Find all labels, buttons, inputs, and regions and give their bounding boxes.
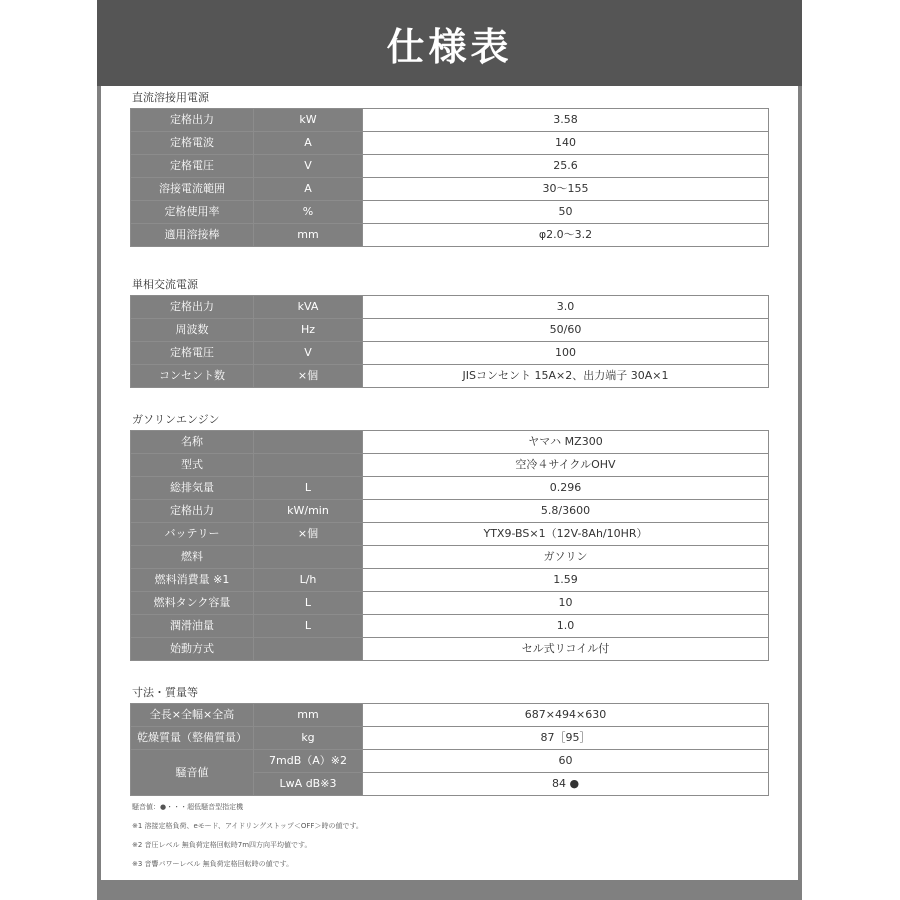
row-value: 1.59 [363, 569, 769, 592]
section-dc-welding [130, 90, 769, 247]
row-value: 140 [363, 132, 769, 155]
footnote: ※3 音響パワーレベル 無負荷定格回転時の値です。 [132, 860, 294, 868]
table-row [131, 201, 769, 224]
row-unit: mm [254, 224, 363, 247]
footnotes [132, 798, 772, 874]
section-title: 単相交流電源 [132, 278, 198, 291]
row-label: 定格出力 [131, 296, 254, 319]
row-label: 定格出力 [131, 109, 254, 132]
row-unit: mm [254, 704, 363, 727]
row-value: φ2.0～3.2 [363, 224, 769, 247]
table-row [131, 178, 769, 201]
row-value: 3.0 [363, 296, 769, 319]
table-row [131, 155, 769, 178]
row-unit: ×個 [254, 365, 363, 388]
noise-value-2: 84 ● [363, 773, 769, 796]
row-value: 10 [363, 592, 769, 615]
row-value: JISコンセント 15A×2、出力端子 30A×1 [363, 365, 769, 388]
row-value: ガソリン [363, 546, 769, 569]
row-value: 3.58 [363, 109, 769, 132]
table-row [131, 592, 769, 615]
row-unit: L [254, 615, 363, 638]
spec-table [130, 430, 769, 661]
table-row [131, 365, 769, 388]
table-row [131, 477, 769, 500]
table-row [131, 615, 769, 638]
row-unit [254, 454, 363, 477]
table-row [131, 704, 769, 727]
table-row [131, 224, 769, 247]
section-title: ガソリンエンジン [132, 413, 220, 426]
row-value: 50/60 [363, 319, 769, 342]
row-value: ヤマハ MZ300 [363, 431, 769, 454]
row-unit: ×個 [254, 523, 363, 546]
row-label: 定格電波 [131, 132, 254, 155]
noise-label: 騒音値 [131, 750, 254, 796]
row-unit: A [254, 178, 363, 201]
section-dimensions [130, 685, 769, 796]
spec-table [130, 703, 769, 796]
row-label: 定格電圧 [131, 342, 254, 365]
footnote: ※1 溶接定格負荷、eモード、アイドリングストップ＜OFF＞時の値です。 [132, 822, 363, 830]
row-unit: V [254, 155, 363, 178]
row-label: 乾燥質量（整備質量） [131, 727, 254, 750]
row-unit: V [254, 342, 363, 365]
table-row [131, 454, 769, 477]
table-row [131, 132, 769, 155]
footnote: 騒音値：●・・・超低騒音型指定機 [132, 803, 244, 811]
row-value: YTX9-BS×1（12V-8Ah/10HR） [363, 523, 769, 546]
row-unit: kW [254, 109, 363, 132]
row-label: 周波数 [131, 319, 254, 342]
row-unit: Hz [254, 319, 363, 342]
row-value: 87［95］ [363, 727, 769, 750]
table-row [131, 431, 769, 454]
row-label: 定格電圧 [131, 155, 254, 178]
row-label: 定格使用率 [131, 201, 254, 224]
row-label: 燃料消費量 ※1 [131, 569, 254, 592]
row-value: 100 [363, 342, 769, 365]
row-label: バッテリー [131, 523, 254, 546]
row-label: 総排気量 [131, 477, 254, 500]
table-row [131, 727, 769, 750]
row-unit [254, 431, 363, 454]
noise-value-1: 60 [363, 750, 769, 773]
row-label: 潤滑油量 [131, 615, 254, 638]
row-value: 25.6 [363, 155, 769, 178]
row-unit: L/h [254, 569, 363, 592]
row-label: 燃料 [131, 546, 254, 569]
table-row [131, 500, 769, 523]
spec-sheet [101, 86, 798, 880]
section-ac-power [130, 277, 769, 388]
spec-panel [97, 0, 802, 900]
table-row [131, 342, 769, 365]
row-label: 型式 [131, 454, 254, 477]
row-label: 燃料タンク容量 [131, 592, 254, 615]
table-row [131, 546, 769, 569]
page-title: 仕様表 [97, 0, 802, 86]
noise-sub-unit-2: LwA dB※3 [254, 773, 363, 796]
row-label: 定格出力 [131, 500, 254, 523]
spec-table [130, 108, 769, 247]
table-row [131, 750, 769, 773]
row-value: 空冷４サイクルOHV [363, 454, 769, 477]
row-label: 始動方式 [131, 638, 254, 661]
table-row [131, 638, 769, 661]
row-label: 全長×全幅×全高 [131, 704, 254, 727]
noise-sub-unit-1: 7mdB（A）※2 [254, 750, 363, 773]
row-unit: kg [254, 727, 363, 750]
row-value: セル式リコイル付 [363, 638, 769, 661]
row-value: 50 [363, 201, 769, 224]
row-unit [254, 546, 363, 569]
row-unit [254, 638, 363, 661]
row-value: 5.8/3600 [363, 500, 769, 523]
footnote: ※2 音圧レベル 無負荷定格回転時7m四方向平均値です。 [132, 841, 312, 849]
row-unit: L [254, 592, 363, 615]
section-gasoline-engine [130, 412, 769, 661]
table-row [131, 523, 769, 546]
row-value: 1.0 [363, 615, 769, 638]
row-unit: kW/min [254, 500, 363, 523]
table-row [131, 109, 769, 132]
table-row [131, 569, 769, 592]
table-row [131, 319, 769, 342]
spec-table [130, 295, 769, 388]
section-title: 直流溶接用電源 [132, 91, 209, 104]
row-unit: L [254, 477, 363, 500]
row-value: 0.296 [363, 477, 769, 500]
row-label: 名称 [131, 431, 254, 454]
row-label: コンセント数 [131, 365, 254, 388]
section-title: 寸法・質量等 [132, 686, 198, 699]
row-label: 適用溶接棒 [131, 224, 254, 247]
table-row [131, 296, 769, 319]
row-unit: A [254, 132, 363, 155]
row-label: 溶接電流範囲 [131, 178, 254, 201]
row-value: 30～155 [363, 178, 769, 201]
row-value: 687×494×630 [363, 704, 769, 727]
row-unit: % [254, 201, 363, 224]
row-unit: kVA [254, 296, 363, 319]
